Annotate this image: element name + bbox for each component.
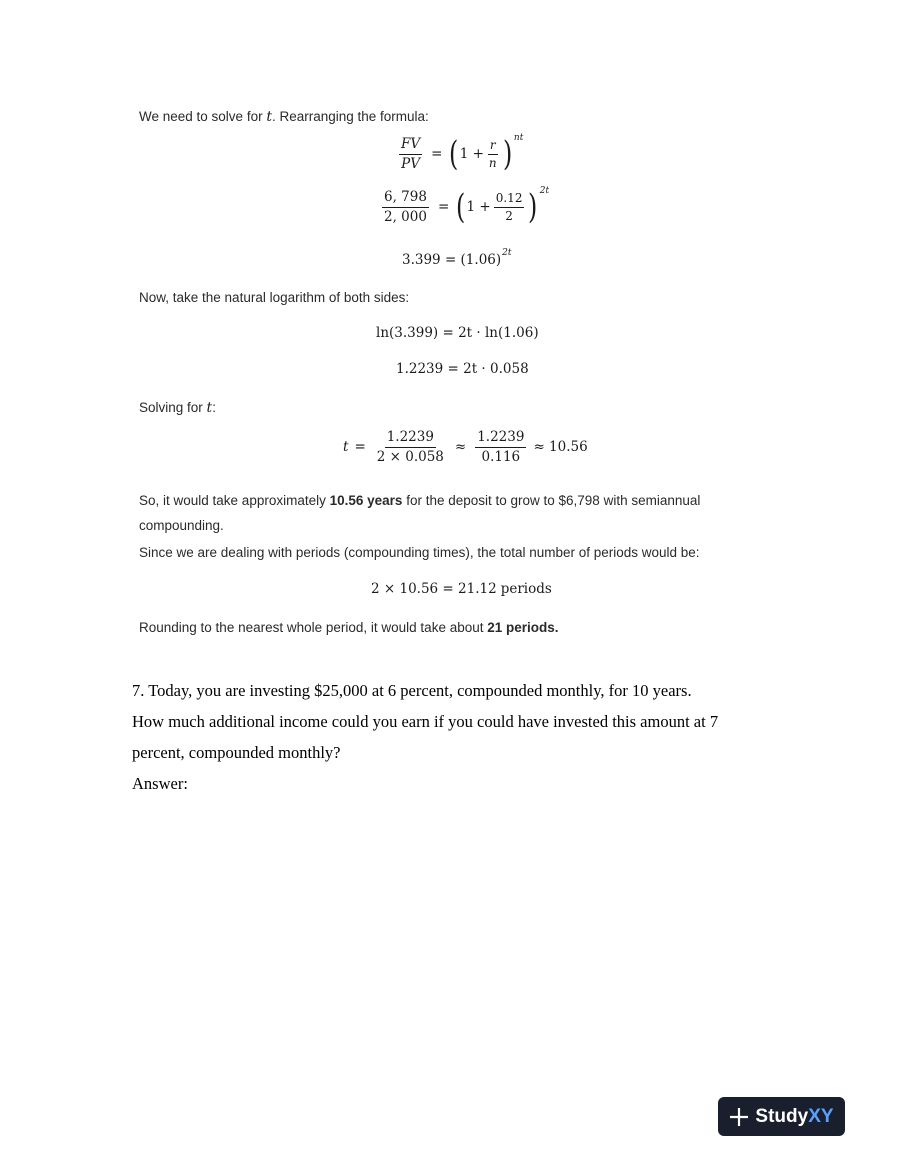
equation-1: $\frac{FV}{PV}$ = ( 1 + $\frac{r}{n}$ ) nt (401, 133, 524, 175)
eq1-equals: = (431, 146, 443, 163)
question-line2: How much additional income could you earn if you could have invested this amount at 7 (132, 712, 719, 731)
solve-intro-suffix: : (212, 400, 216, 415)
equation-2: $\frac{6, 798}{2, 000}$ = ( 1 + $\frac{0.12}{2}$ ) 2t (384, 186, 550, 228)
log-intro-text: Now, take the natural logarithm of both sides: (139, 290, 410, 305)
rounding-bold: 21 periods. (487, 620, 559, 635)
eq3-text: 3.399 = (1.06) (402, 252, 502, 268)
eq3-exponent: 2t (502, 248, 512, 258)
eq1-one-plus: 1 + (459, 146, 484, 163)
equation-6 (343, 430, 588, 465)
conclusion-prefix: So, it would take approximately (139, 493, 330, 508)
solve-intro-var: t (206, 400, 213, 416)
eq2-rate-den: 2 (505, 208, 513, 223)
eq6-approx2: ≈ 10.56 (533, 439, 588, 456)
eq1-lhs-num: FV (399, 137, 422, 155)
plus-icon (729, 1107, 749, 1127)
eq2-one-plus: 1 + (466, 199, 491, 216)
studyxy-logo (718, 1097, 845, 1136)
eq6-equals: = (354, 439, 366, 456)
eq7-word: periods (500, 581, 552, 597)
solve-intro-text (139, 400, 216, 416)
eq1-r: r (488, 139, 498, 155)
eq6-frac1-den: 2 × 0.058 (376, 448, 444, 465)
conclusion-bold: 10.56 years (329, 493, 403, 508)
intro-text (139, 109, 429, 125)
periods-intro-text: Since we are dealing with periods (compounding times), the total number of periods would be: (139, 545, 700, 560)
intro-prefix: We need to solve for (139, 109, 267, 124)
equation-4: ln(3.399) = 2t · ln(1.06) (376, 325, 539, 341)
rounding-text (139, 620, 559, 635)
eq6-frac1-num: 1.2239 (385, 430, 436, 448)
conclusion-suffix: for the deposit to grow to $6,798 with semiannual (402, 493, 701, 508)
eq6-frac2-den: 0.116 (481, 448, 521, 465)
eq2-lhs-den: 2, 000 (384, 208, 427, 225)
eq7-math: 2 × 10.56 = 21.12 (371, 581, 497, 597)
eq2-lhs-num: 6, 798 (382, 190, 429, 208)
question-line3: percent, compounded monthly? (132, 743, 341, 762)
eq1-exponent: nt (513, 133, 524, 143)
eq6-frac2-num: 1.2239 (475, 430, 526, 448)
question-block (132, 675, 718, 799)
logo-text (755, 1106, 833, 1128)
intro-suffix: . Rearranging the formula: (271, 109, 429, 124)
rounding-prefix: Rounding to the nearest whole period, it would take about (139, 620, 488, 635)
equation-7 (371, 581, 552, 597)
solve-intro-prefix: Solving for (139, 400, 207, 415)
logo-brand-main: Study (755, 1105, 809, 1127)
eq1-lhs-den: PV (401, 155, 420, 172)
eq1-n: n (488, 155, 497, 170)
eq2-exponent: 2t (539, 186, 550, 196)
eq6-t: t (343, 439, 349, 456)
answer-label: Answer: (132, 774, 188, 793)
eq2-equals: = (437, 199, 450, 216)
conclusion-text (139, 488, 700, 538)
eq2-rate-num: 0.12 (494, 192, 525, 208)
intro-var: t (266, 109, 272, 125)
equation-5: 1.2239 = 2t · 0.058 (396, 361, 529, 377)
eq6-approx1: ≈ (454, 439, 467, 456)
logo-brand-accent: XY (808, 1105, 834, 1127)
question-line1: 7. Today, you are investing $25,000 at 6 percent, compounded monthly, for 10 years. (132, 681, 692, 700)
equation-3 (402, 248, 512, 268)
conclusion-line2: compounding. (139, 518, 224, 533)
